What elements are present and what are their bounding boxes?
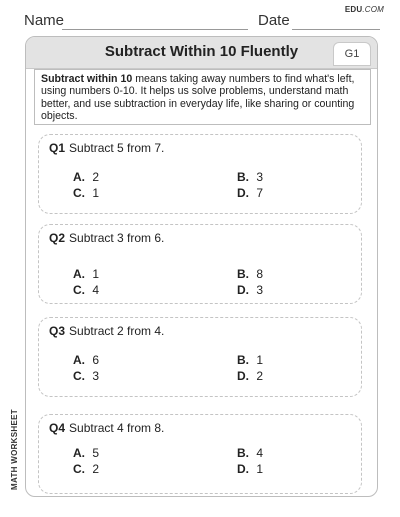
question-card-q3 [38,317,362,397]
option-value: 1 [92,186,100,200]
question-header [49,324,164,338]
option-value: 1 [256,353,264,367]
brand-logo [345,5,384,14]
option-letter: A. [73,170,85,184]
question-text: Subtract 2 from 4. [69,324,165,338]
brand-main: EDU [344,5,363,14]
intro-text: means taking away numbers to find what's left, using numbers 0-10. It helps us solve problems, understand math better, and use subtraction in everyday life, like sharing or counting objects. [41,73,355,123]
option-d[interactable] [237,369,263,383]
question-card-q4 [38,414,362,494]
option-a[interactable] [73,170,99,184]
date-label: Date [258,12,290,29]
option-letter: A. [73,446,85,460]
worksheet-title: Subtract Within 10 Fluently [104,43,299,60]
option-b[interactable] [237,446,263,460]
question-number: Q2 [49,231,66,245]
option-c[interactable] [73,283,99,297]
option-value: 3 [256,283,264,297]
intro-box [34,69,371,125]
option-value: 1 [256,462,264,476]
option-letter: D. [237,462,249,476]
question-text: Subtract 5 from 7. [69,141,165,155]
option-value: 2 [92,170,100,184]
question-number: Q1 [49,141,66,155]
option-value: 4 [256,446,264,460]
option-value: 3 [256,170,264,184]
option-letter: B. [237,267,249,281]
option-letter: B. [237,170,249,184]
option-letter: C. [73,283,85,297]
option-letter: A. [73,267,85,281]
question-text: Subtract 4 from 8. [69,421,165,435]
option-value: 1 [92,267,100,281]
option-value: 2 [256,369,264,383]
date-write-line[interactable] [292,29,380,30]
question-card-q1 [38,134,362,214]
option-value: 4 [92,283,100,297]
option-b[interactable] [237,267,263,281]
option-b[interactable] [237,353,263,367]
option-letter: B. [237,353,249,367]
grade-tab: G1 [333,42,371,66]
option-value: 5 [92,446,100,460]
worksheet-header [0,0,400,34]
name-label: Name [24,12,65,29]
option-b[interactable] [237,170,263,184]
option-c[interactable] [73,186,99,200]
option-letter: C. [73,462,85,476]
question-header [49,141,164,155]
question-header [49,421,164,435]
question-header [49,231,164,245]
intro-bold: Subtract within 10 [41,73,133,85]
option-letter: C. [73,186,85,200]
question-text: Subtract 3 from 6. [69,231,165,245]
option-letter: C. [73,369,85,383]
option-value: 2 [92,462,100,476]
option-letter: D. [237,369,249,383]
option-letter: D. [237,186,249,200]
option-value: 7 [256,186,264,200]
option-c[interactable] [73,369,99,383]
option-value: 6 [92,353,100,367]
option-value: 8 [256,267,264,281]
option-a[interactable] [73,267,99,281]
option-letter: B. [237,446,249,460]
title-band [26,37,377,69]
option-a[interactable] [73,353,99,367]
option-value: 3 [92,369,100,383]
sidebar-label: MATH WORKSHEET [10,409,19,490]
option-letter: A. [73,353,85,367]
option-a[interactable] [73,446,99,460]
question-card-q2 [38,224,362,304]
brand-suffix: .COM [362,5,384,14]
option-d[interactable] [237,283,263,297]
question-number: Q3 [49,324,66,338]
option-d[interactable] [237,186,263,200]
name-write-line[interactable] [62,29,248,30]
question-number: Q4 [49,421,66,435]
option-d[interactable] [237,462,263,476]
option-c[interactable] [73,462,99,476]
option-letter: D. [237,283,249,297]
worksheet-panel [25,36,378,497]
